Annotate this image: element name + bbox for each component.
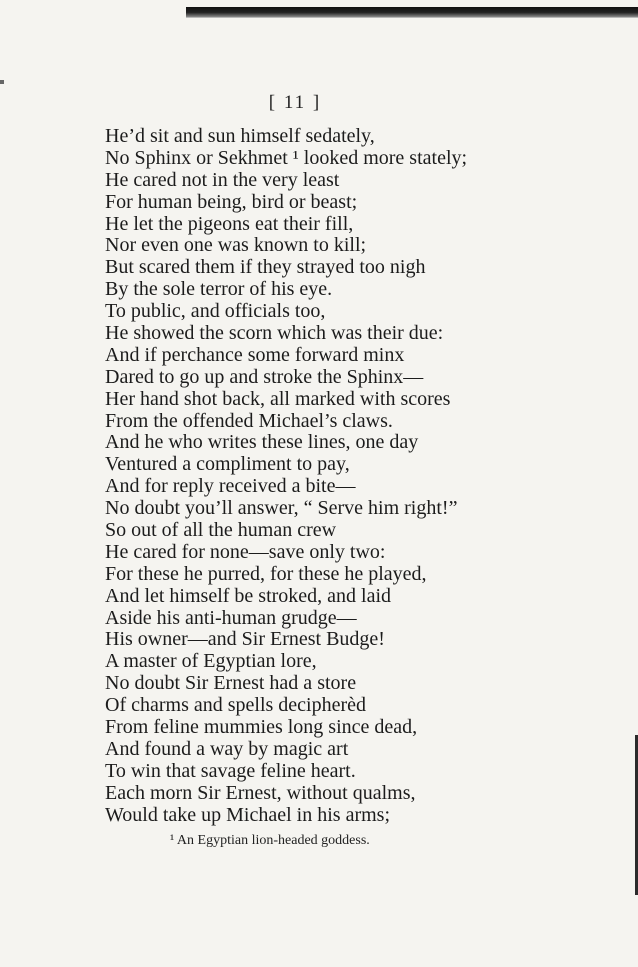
poem-line: Would take up Michael in his arms; (105, 803, 390, 826)
poem-line: To public, and officials too, (105, 300, 326, 323)
page-top-edge-line (186, 17, 638, 18)
poem-line: Of charms and spells decipherèd (105, 694, 367, 717)
poem-line: From the offended Michael’s claws. (105, 409, 393, 432)
poem-line: He cared for none—save only two: (105, 540, 386, 563)
poem-line: And he who writes these lines, one day (105, 431, 419, 454)
poem-line: Each morn Sir Ernest, without qualms, (105, 781, 416, 804)
poem-line: He showed the scorn which was their due: (105, 322, 444, 345)
poem-line: Dared to go up and stroke the Sphinx— (105, 365, 424, 388)
poem-line: And let himself be stroked, and laid (105, 584, 392, 607)
poem-line: So out of all the human crew (105, 519, 337, 542)
poem-line: But scared them if they strayed too nigh (105, 256, 426, 279)
footnote: ¹ An Egyptian lion-headed goddess. (170, 833, 370, 848)
poem-line: And if perchance some forward minx (105, 343, 405, 366)
poem-line: He let the pigeons eat their fill, (105, 212, 354, 235)
left-margin-mark (0, 80, 4, 84)
page-number: [ 11 ] (268, 92, 322, 113)
poem-line: Her hand shot back, all marked with scores (105, 387, 451, 410)
poem-line: By the sole terror of his eye. (105, 278, 333, 301)
poem-line: Nor even one was known to kill; (105, 234, 367, 257)
poem-line: No doubt Sir Ernest had a store (105, 672, 357, 695)
poem-line: To win that savage feline heart. (105, 759, 356, 782)
poem-line: His owner—and Sir Ernest Budge! (105, 628, 385, 651)
poem-line: Ventured a compliment to pay, (105, 453, 350, 476)
page-top-edge-shadow (186, 7, 638, 17)
poem-line: And found a way by magic art (105, 737, 349, 760)
poem-line: And for reply received a bite— (105, 475, 356, 498)
poem-line: No doubt you’ll answer, “ Serve him right!” (105, 497, 458, 520)
poem-line: He’d sit and sun himself sedately, (105, 125, 375, 147)
poem-line: From feline mummies long since dead, (105, 716, 418, 739)
poem-line: No Sphinx or Sekhmet ¹ looked more stately; (105, 146, 468, 169)
poem-line: Aside his anti-human grudge— (105, 606, 357, 629)
poem-line: He cared not in the very least (105, 168, 340, 191)
poem-line: A master of Egyptian lore, (105, 650, 317, 673)
poem-line: For human being, bird or beast; (105, 190, 358, 213)
poem-text (105, 126, 467, 827)
poem-line: For these he purred, for these he played, (105, 562, 427, 585)
